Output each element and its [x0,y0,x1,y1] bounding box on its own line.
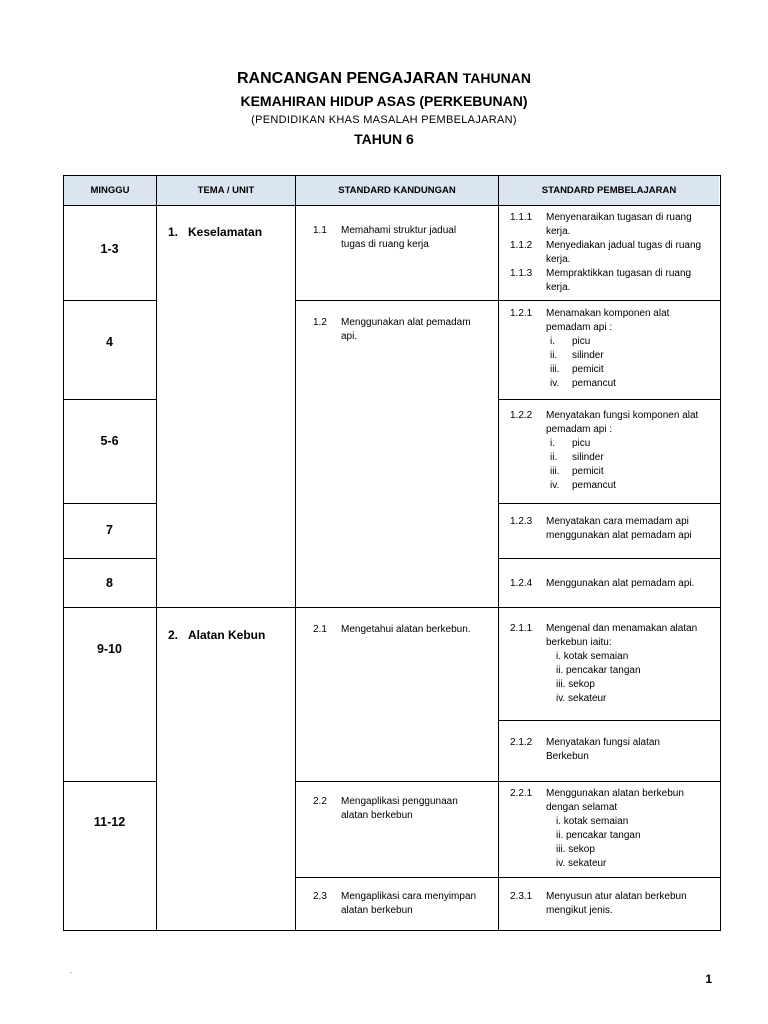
sk-1-1: 1.1 Memahami struktur jadual tugas di ruang kerja [313,225,457,250]
row-line [295,607,498,608]
row-line [498,503,720,504]
row-line [295,781,498,782]
year-title: TAHUN 6 [354,131,414,147]
tema-keselamatan: 1. Keselamatan [168,225,263,239]
sp-1-2-1: 1.2.1 Menamakan komponen alat pemadam api : i. picu ii. silinder iii. pemicit iv. pemancut [510,308,670,389]
sp-2-3-1: 2.3.1 Menyusun atur alatan berkebun mengikut jenis. [510,891,687,916]
row-line [63,503,156,504]
sk-2-3: 2.3 Mengaplikasi cara menyimpan alatan berkebun [313,891,477,916]
row-line [63,781,156,782]
row-line [498,399,720,400]
document-title [0,70,768,88]
week-cell: 11-12 [93,815,126,829]
week-cell: 1-3 [100,242,119,256]
row-line [295,300,498,301]
header-standard-kandungan: STANDARD KANDUNGAN [296,176,498,205]
sp-1-2-3: 1.2.3 Menyatakan cara memadam api menggunakan alat pemadam api [510,516,692,541]
row-line [498,607,720,608]
table-border-bottom [63,930,720,931]
page-number: 1 [705,972,712,986]
footer-mark: . [70,966,73,975]
week-cell: 8 [106,576,113,590]
col-line [498,175,499,931]
col-line [295,175,296,931]
sp-1-2-4: 1.2.4 Menggunakan alat pemadam api. [510,578,695,589]
subject-title: KEMAHIRAN HIDUP ASAS (PERKEBUNAN) [240,93,528,109]
row-line [498,558,720,559]
title-suffix: TAHUNAN [462,70,531,86]
title-main: RANCANGAN PENGAJARAN [237,70,459,87]
row-line [498,781,720,782]
row-line [498,720,720,721]
header-tema: TEMA / UNIT [157,176,295,205]
header-standard-pembelajaran: STANDARD PEMBELAJARAN [499,176,719,205]
header-divider [63,205,720,206]
sp-2-1-1: 2.1.1 Mengenal dan menamakan alatan berkebun iaitu: i. kotak semaian ii. pencakar tangan iii. sekop iv. sekateur [510,623,698,704]
col-line [720,175,721,931]
row-line [156,607,295,608]
row-line [63,558,156,559]
col-line [156,175,157,931]
sk-1-2: 1.2 Menggunakan alat pemadam api. [313,317,471,342]
sp-2-2-1: 2.2.1 Menggunakan alatan berkebun dengan selamat i. kotak semaian ii. pencakar tangan iii. sekop iv. sekateur [510,788,684,869]
sp-2-1-2: 2.1.2 Menyatakan fungsi alatan Berkebun [510,737,660,762]
row-line [63,399,156,400]
program-title: (PENDIDIKAN KHAS MASALAH PEMBELAJARAN) [251,114,517,126]
sp-1-1: 1.1.1 Menyenaraikan tugasan di ruang kerja. 1.1.2 Menyediakan jadual tugas di ruang kerja. 1.1.3 Mempraktikkan tugasan di ruang kerja. [510,212,702,293]
row-line [63,607,156,608]
tema-alatan-kebun: 2. Alatan Kebun [168,628,266,642]
week-cell: 9-10 [96,642,123,656]
row-line [498,300,720,301]
week-cell: 7 [106,523,113,537]
sk-2-2: 2.2 Mengaplikasi penggunaan alatan berkebun [313,796,458,821]
sk-2-1: 2.1 Mengetahui alatan berkebun. [313,624,471,635]
header-minggu: MINGGU [64,176,156,205]
sp-1-2-2: 1.2.2 Menyatakan fungsi komponen alat pemadam api : i. picu ii. silinder iii. pemicit iv. pemancut [510,410,699,491]
week-cell: 5-6 [100,434,119,448]
row-line [498,877,720,878]
row-line [295,877,498,878]
row-line [63,300,156,301]
table-border-top [63,175,720,176]
week-cell: 4 [106,335,113,349]
